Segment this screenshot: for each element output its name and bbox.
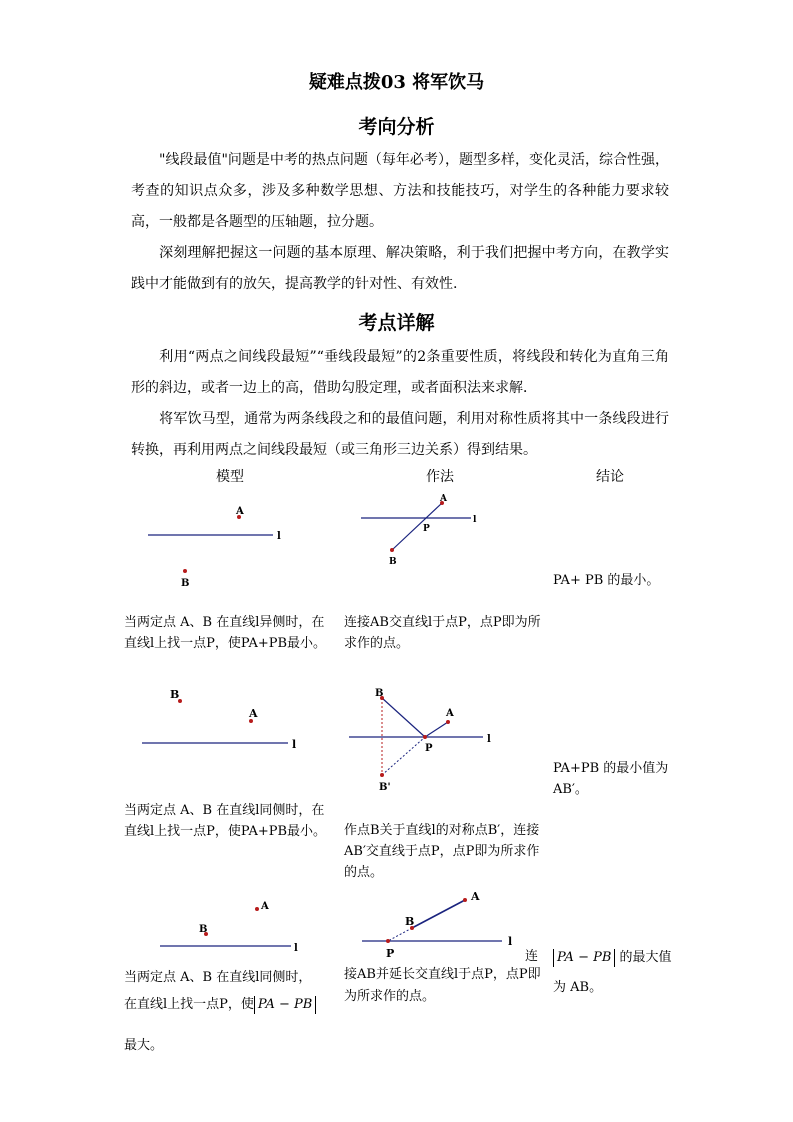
details-paragraph-1 <box>131 342 669 404</box>
analysis-p1-text: "线段最值"问题是中考的热点问题（每年必考），题型多样，变化灵活，综合性强，考查的知识点众多，涉及多种数学思想、方法和技能技巧，对学生的各种能力要求较高，一般都是各题型的压轴题，拉分题。 <box>131 152 669 230</box>
row3-conclusion-text: 的最大值为 AB。 <box>553 950 672 995</box>
label-a: A <box>261 901 269 912</box>
row3-method-lead: 连 <box>525 949 539 964</box>
label-b-prime: B' <box>379 782 391 793</box>
details-p1-text: 利用“两点之间线段最短”“垂线段最短”的2条重要性质，将线段和转化为直角三角形的斜边，或者一边上的高，借助勾股定理，或者面积法来求解． <box>131 349 669 396</box>
label-a: A <box>446 708 454 719</box>
analysis-paragraph-1 <box>131 145 669 238</box>
details-p2-text: 将军饮马型，通常为两条线段之和的最值问题，利用对称性质将其中一条线段进行转换，再利用两点之间线段最短（或三角形三边关系）得到结果。 <box>131 411 669 458</box>
page-title: 疑难点拨03 将军饮马 <box>308 72 485 93</box>
label-a: A <box>249 707 258 720</box>
row3-model-text <box>124 964 336 1053</box>
details-paragraph-2 <box>131 404 669 466</box>
row3-model-line1: 当两定点 A、B 在直线l同侧时， <box>124 970 312 985</box>
row3-model-line2: 在直线l上找一点P，使 <box>124 997 254 1012</box>
figure-row2-model <box>138 684 308 754</box>
abs-expression: PA − PB <box>553 949 615 967</box>
label-b: B <box>405 915 415 928</box>
row2-conclusion: PA+PB 的最小值为 AB′。 <box>553 761 669 797</box>
col-header-conclusion: 结论 <box>596 469 624 485</box>
analysis-paragraph-2 <box>131 238 669 300</box>
label-p: P <box>425 743 433 754</box>
label-a: A <box>471 890 480 903</box>
figure-row3-model <box>156 895 306 955</box>
label-b: B <box>199 924 208 935</box>
row3-model-line3: 最大。 <box>124 1038 164 1053</box>
figure-row2-method <box>345 684 505 796</box>
section-heading-analysis: 考向分析 <box>358 116 435 138</box>
row2-model-text: 当两定点 A、B 在直线l同侧时，在直线l上找一点P，使PA+PB最小。 <box>124 803 327 839</box>
label-a: A <box>236 506 244 517</box>
label-p: P <box>386 947 395 960</box>
label-p: P <box>423 524 430 534</box>
row2-method-text: 作点B关于直线l的对称点B′，连接AB′交直线于点P，点P即为所求作的点。 <box>344 823 540 880</box>
label-b: B <box>375 688 384 699</box>
row3-conclusion <box>553 943 678 1003</box>
label-b: B <box>170 688 180 701</box>
label-l: l <box>487 734 491 745</box>
row3-method-text: 接AB并延长交直线l于点P，点P即为所求作的点。 <box>344 967 541 1004</box>
row1-conclusion: PA+ PB 的最小。 <box>553 573 660 588</box>
label-a: A <box>440 494 447 504</box>
label-l: l <box>294 943 298 954</box>
row1-method-text: 连接AB交直线l于点P，点P即为所求作的点。 <box>344 615 541 651</box>
label-l: l <box>277 531 281 542</box>
row1-model-text: 当两定点 A、B 在直线l异侧时，在直线l上找一点P，使PA+PB最小。 <box>124 615 327 651</box>
label-b: B <box>389 557 397 567</box>
label-l: l <box>292 738 297 751</box>
figure-row1-method <box>355 490 495 575</box>
abs-expression: PA − PB <box>254 996 316 1014</box>
col-header-method: 作法 <box>426 469 454 485</box>
figure-row1-model <box>140 498 300 593</box>
label-l: l <box>473 515 477 525</box>
figure-row3-method <box>358 888 523 963</box>
col-header-model: 模型 <box>216 469 244 485</box>
section-heading-details: 考点详解 <box>358 312 435 334</box>
analysis-p2-text: 深刻理解把握这一问题的基本原理、解决策略，利于我们把握中考方向，在教学实践中才能做到有的放矢，提高教学的针对性、有效性. <box>131 245 669 292</box>
label-l: l <box>508 935 513 948</box>
label-b: B <box>181 578 190 589</box>
